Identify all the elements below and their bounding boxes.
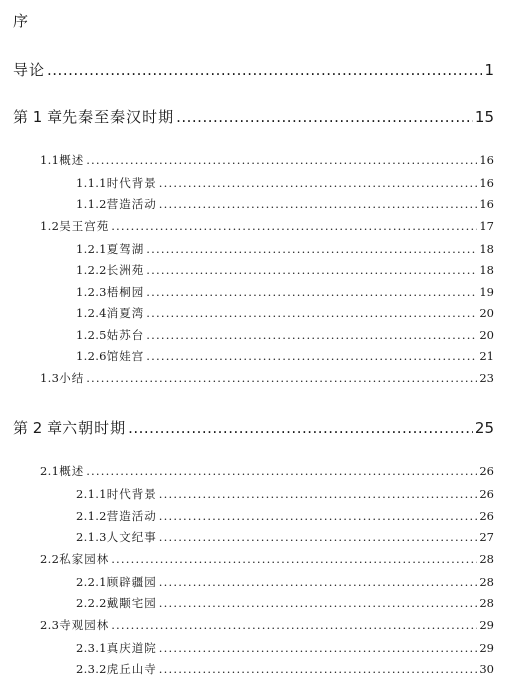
toc-subsection[interactable] — [76, 529, 494, 545]
toc-subsection[interactable] — [76, 661, 494, 677]
subsection-page: 18 — [479, 242, 494, 256]
section-number: 2.1 — [40, 464, 60, 478]
section-title: 小结 — [59, 371, 85, 385]
dot-leader — [146, 285, 477, 299]
dot-leader — [111, 618, 477, 632]
toc-chapter-2[interactable] — [13, 417, 494, 438]
dot-leader — [159, 530, 478, 544]
dot-leader — [159, 662, 478, 676]
dot-leader — [47, 61, 482, 79]
dot-leader — [111, 552, 477, 566]
intro-title: 导论 — [13, 61, 46, 79]
subsection-number: 2.1.3 — [76, 530, 107, 544]
subsection-page: 26 — [479, 509, 494, 523]
subsection-title: 营造活动 — [106, 197, 157, 211]
section-title: 概述 — [59, 153, 85, 167]
subsection-number: 1.2.5 — [76, 328, 107, 342]
subsection-title: 时代背景 — [106, 176, 157, 190]
section-page: 16 — [479, 153, 494, 167]
subsection-title: 真庆道院 — [106, 641, 157, 655]
subsection-title: 姑苏台 — [106, 328, 145, 342]
subsection-number: 2.2.2 — [76, 596, 107, 610]
toc-subsection[interactable] — [76, 175, 494, 191]
toc-subsection[interactable] — [76, 348, 494, 364]
subsection-title: 消夏湾 — [106, 306, 145, 320]
section-number: 1.3 — [40, 371, 60, 385]
preface-title: 序 — [13, 12, 30, 30]
toc-subsection[interactable] — [76, 241, 494, 257]
toc-intro[interactable] — [13, 59, 494, 80]
toc-section[interactable] — [40, 551, 494, 567]
section-number: 2.3 — [40, 618, 60, 632]
subsection-title: 馆娃宫 — [106, 349, 145, 363]
section-title: 概述 — [59, 464, 85, 478]
dot-leader — [146, 242, 477, 256]
dot-leader — [86, 153, 477, 167]
subsection-number: 1.2.4 — [76, 306, 107, 320]
dot-leader — [146, 349, 477, 363]
subsection-page: 16 — [479, 197, 494, 211]
subsection-number: 2.1.1 — [76, 487, 107, 501]
section-title: 吴王宫苑 — [59, 219, 110, 233]
dot-leader — [159, 641, 478, 655]
chapter-title: 六朝时期 — [62, 419, 127, 437]
toc-subsection[interactable] — [76, 196, 494, 212]
subsection-page: 28 — [479, 575, 494, 589]
section-page: 28 — [479, 552, 494, 566]
dot-leader — [159, 596, 478, 610]
subsection-page: 21 — [479, 349, 494, 363]
section-number: 2.2 — [40, 552, 60, 566]
subsection-page: 20 — [479, 306, 494, 320]
section-page: 26 — [479, 464, 494, 478]
dot-leader — [146, 328, 477, 342]
dot-leader — [176, 108, 473, 126]
dot-leader — [159, 176, 478, 190]
subsection-title: 顾辟疆园 — [106, 575, 157, 589]
dot-leader — [159, 197, 478, 211]
section-page: 23 — [479, 371, 494, 385]
toc-section[interactable] — [40, 152, 494, 168]
dot-leader — [159, 575, 478, 589]
subsection-number: 1.2.2 — [76, 263, 107, 277]
subsection-page: 26 — [479, 487, 494, 501]
subsection-number: 2.2.1 — [76, 575, 107, 589]
chapter-title: 先秦至秦汉时期 — [62, 108, 175, 126]
subsection-number: 1.2.1 — [76, 242, 107, 256]
dot-leader — [159, 487, 478, 501]
chapter-page: 15 — [474, 108, 494, 126]
toc-subsection[interactable] — [76, 640, 494, 656]
subsection-number: 2.1.2 — [76, 509, 107, 523]
dot-leader — [111, 219, 477, 233]
chapter-page: 25 — [474, 419, 494, 437]
toc-section[interactable] — [40, 218, 494, 234]
dot-leader — [159, 509, 478, 523]
subsection-page: 16 — [479, 176, 494, 190]
toc-subsection[interactable] — [76, 262, 494, 278]
toc-section[interactable] — [40, 370, 494, 386]
subsection-page: 29 — [479, 641, 494, 655]
section-number: 1.1 — [40, 153, 60, 167]
toc-subsection[interactable] — [76, 486, 494, 502]
subsection-title: 梧桐园 — [106, 285, 145, 299]
chapter-number: 第 1 章 — [13, 108, 63, 126]
subsection-title: 营造活动 — [106, 509, 157, 523]
dot-leader — [146, 263, 477, 277]
toc-subsection[interactable] — [76, 595, 494, 611]
section-title: 寺观园林 — [59, 618, 110, 632]
subsection-number: 1.2.6 — [76, 349, 107, 363]
intro-page: 1 — [484, 61, 494, 79]
subsection-title: 虎丘山寺 — [106, 662, 157, 676]
toc-subsection[interactable] — [76, 305, 494, 321]
toc-section[interactable] — [40, 463, 494, 479]
subsection-title: 人文纪事 — [106, 530, 157, 544]
chapter-number: 第 2 章 — [13, 419, 63, 437]
subsection-page: 19 — [479, 285, 494, 299]
subsection-title: 夏驾湖 — [106, 242, 145, 256]
toc-chapter-1[interactable] — [13, 106, 494, 127]
section-number: 1.2 — [40, 219, 60, 233]
subsection-page: 18 — [479, 263, 494, 277]
subsection-page: 30 — [479, 662, 494, 676]
dot-leader — [146, 306, 477, 320]
toc-subsection[interactable] — [76, 574, 494, 590]
subsection-number: 1.1.1 — [76, 176, 107, 190]
dot-leader — [128, 419, 473, 437]
subsection-title: 戴颙宅园 — [106, 596, 157, 610]
subsection-title: 长洲苑 — [106, 263, 145, 277]
section-page: 17 — [479, 219, 494, 233]
subsection-title: 时代背景 — [106, 487, 157, 501]
subsection-page: 20 — [479, 328, 494, 342]
dot-leader — [86, 371, 477, 385]
toc-subsection[interactable] — [76, 508, 494, 524]
toc-subsection[interactable] — [76, 284, 494, 300]
subsection-number: 1.2.3 — [76, 285, 107, 299]
toc-section[interactable] — [40, 617, 494, 633]
subsection-number: 2.3.2 — [76, 662, 107, 676]
subsection-number: 1.1.2 — [76, 197, 107, 211]
subsection-page: 27 — [479, 530, 494, 544]
dot-leader — [86, 464, 477, 478]
subsection-number: 2.3.1 — [76, 641, 107, 655]
subsection-page: 28 — [479, 596, 494, 610]
section-title: 私家园林 — [59, 552, 110, 566]
section-page: 29 — [479, 618, 494, 632]
toc-subsection[interactable] — [76, 327, 494, 343]
toc-preface[interactable] — [13, 10, 494, 31]
